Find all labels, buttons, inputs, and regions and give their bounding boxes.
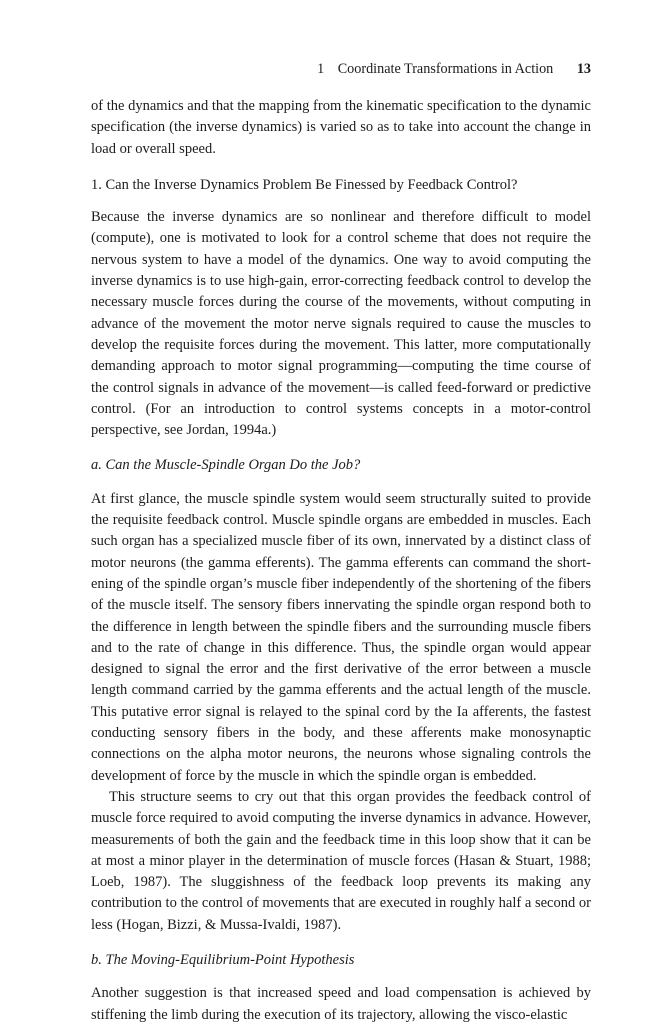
paragraph-4: Another suggestion is that increased speed and load compensation is achieved by stiffening the limb during the execution of its trajectory, allowing the visco-elastic	[91, 985, 591, 1023]
paragraph-3: This structure seems to cry out that this organ provides the feedback control of muscle force required to avoid computing the inverse dynamics in advance. However, measurements of both the gain and the feedback time in this loop show that it can be at most a minor player in the determination of muscle forces (Hasan & Stuart, 1988; Loeb, 1987). The sluggishness of the feedback loop prevents its making any contribution to the control of movements that are executed in roughly half a second or less (Hogan, Bizzi, & Mussa-Ivaldi, 1987).	[91, 788, 591, 933]
body-text	[91, 96, 591, 1026]
running-head	[317, 59, 591, 79]
subsection-heading-a: a. Can the Muscle-Spindle Organ Do the Job?	[91, 457, 361, 474]
chapter-title: Coordinate Transformations in Action	[337, 61, 554, 77]
section-heading: 1. Can the Inverse Dynamics Problem Be Finessed by Feedback Control?	[91, 176, 518, 193]
chapter-number: 1	[317, 61, 325, 77]
page-number: 13	[576, 61, 591, 77]
paragraph-1: Because the inverse dynamics are so nonlinear and therefore difficult to model (compute), one is motivated to look for a control scheme that does not require the nervous system to have a model of the dynamics. One way to avoid computing the inverse dynamics is to use high-gain, error-correcting feedback control to develop the necessary muscle forces during the course of the movements, without computing in advance of the movement the motor nerve signals required to cause the muscles to develop the requisite forces during the movement. This latter, more computationally demanding approach to motor signal programming—computing the time course of the control signals in advance of the movement—is called feed-forward or predictive control. (For an introduction to control systems concepts in a motor-control perspective, see Jordan, 1994a.)	[91, 209, 591, 439]
paragraph-2: At first glance, the muscle spindle system would seem structurally suited to provide the requisite feedback control. Muscle spindle organs are embedded in muscles. Each such organ has a specialized muscle fiber of its own, innervated by a distinct class of motor neurons (the gamma efferents). The gamma efferents can command the shortening of the spindle organ’s muscle fiber independently of the shortening of the fibers of the muscle itself. The sensory fibers innervating the spindle organ respond both to the difference in length between the spindle fibers and the surrounding muscle fibers and to the rate of change in this difference. Thus, the spindle organ would appear designed to signal the error and the first derivative of the error between a muscle length command carried by the gamma efferents and the actual length of the muscle. This putative error signal is relayed to the spinal cord by the Ia afferents, the fastest conducting sensory fibers in the body, and these afferents make monosynaptic connections on the alpha motor neurons, the neurons whose signaling controls the development of force by the muscle in which the spindle organ is embedded.	[91, 490, 591, 784]
paragraph-continuation: of the dynamics and that the mapping from the kinematic specification to the dynamic specification (the inverse dynamics) is varied so as to take into account the change in load or overall speed.	[91, 98, 591, 157]
subsection-heading-b: b. The Moving-Equilibrium-Point Hypothesis	[91, 951, 355, 968]
